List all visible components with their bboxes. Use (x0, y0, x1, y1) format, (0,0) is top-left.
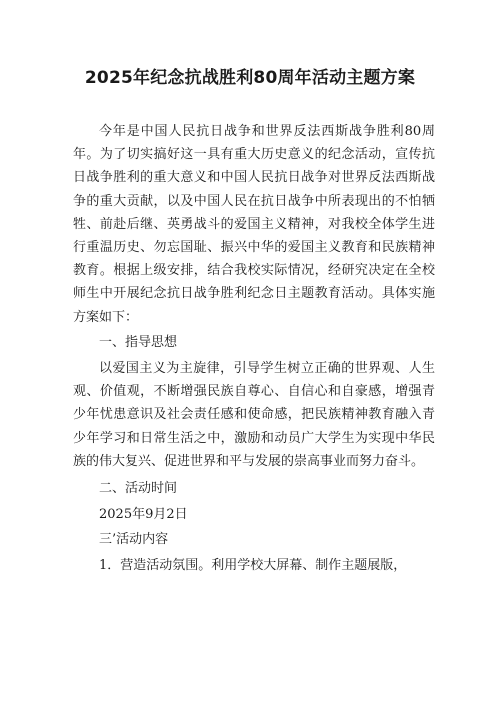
document-title: 2025年纪念抗战胜利80周年活动主题方案 (84, 68, 416, 88)
section-heading-guiding-ideology: 一、指导思想 (99, 335, 178, 351)
document-body (73, 120, 435, 577)
section-heading-activity-time: 二、活动时间 (99, 481, 178, 497)
guiding-ideology-paragraph: 以爱国主义为主旋律，引导学生树立正确的世界观、人生观、价值观，不断增强民族自尊心、自信心和自豪感，增强青少年忧患意识及社会责任感和使命感，把民族精神教育融入青少年学习和日常生活之中，激励和动员广大学生为实现中华民族的伟大复兴、促进世界和平与发展的崇高事业而努力奋斗。 (73, 361, 435, 469)
section-heading-activity-content: 三’活动内容 (99, 532, 169, 548)
intro-paragraph: 今年是中国人民抗日战争和世界反法西斯战争胜利80周年。为了切实搞好这一具有重大历史意义的纪念活动，宣传抗日战争胜利的重大意义和中国人民抗日战争对世界反法西斯战争的重大贡献，以及中国人民在抗日战争中所表现出的不怕牺牲、前赴后继、英勇战斗的爱国主义精神，对我校全体学生进行重温历史、勿忘国耻、振兴中华的爱国主义教育和民族精神教育。根据上级安排，结合我校实际情况，经研究决定在全校师生中开展纪念抗日战争胜利纪念日主题教育活动。具体实施方案如下： (73, 124, 435, 325)
activity-date: 2025年9月2日 (99, 506, 188, 522)
activity-item-1: 1．营造活动氛围。利用学校大屏幕、制作主题展版， (99, 558, 407, 574)
